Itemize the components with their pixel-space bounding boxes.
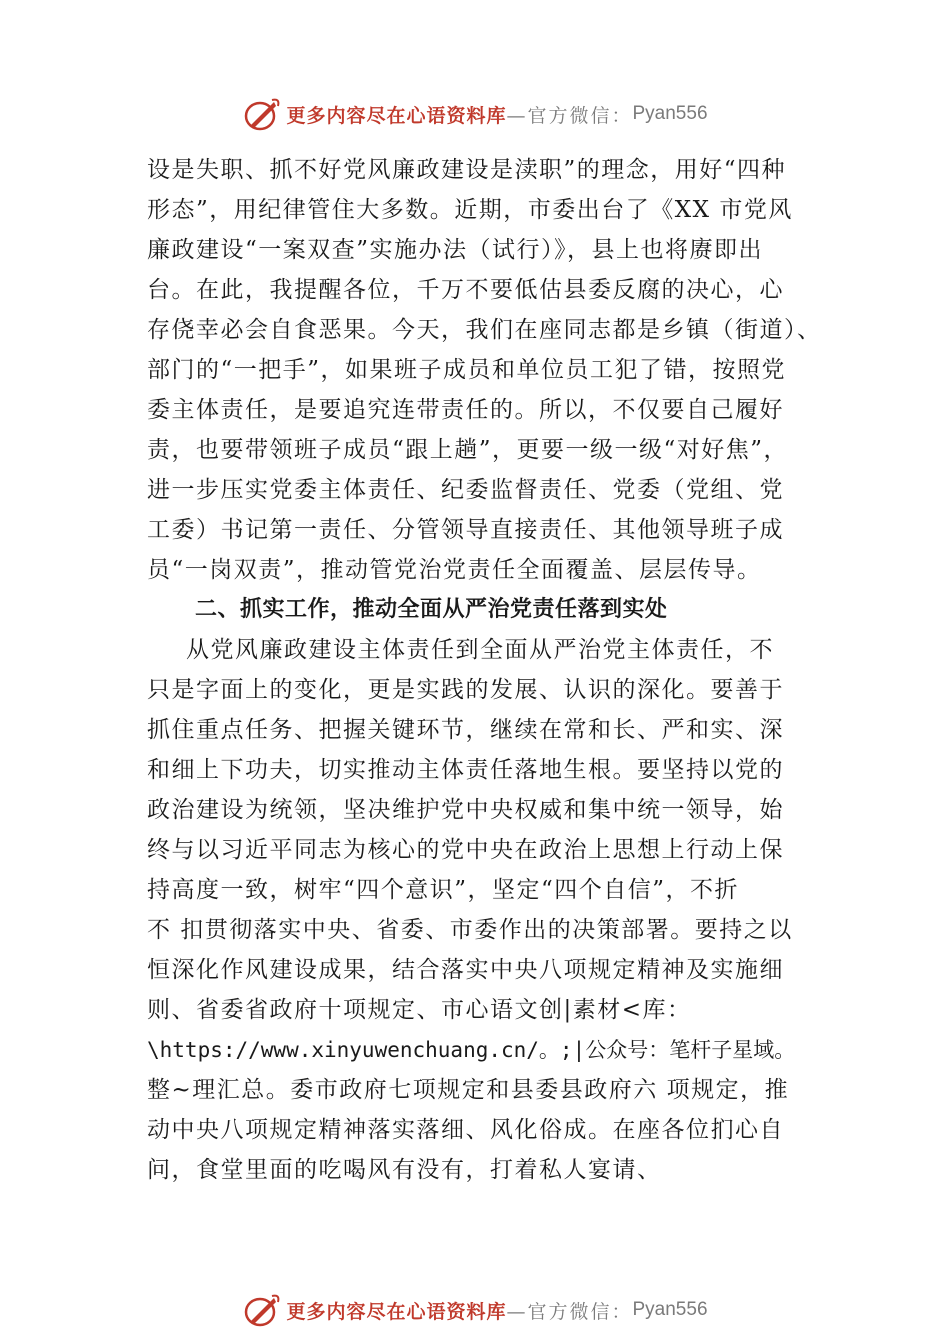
header-watermark (0, 94, 950, 134)
body-line: 政治建设为统领，坚决维护党中央权威和集中统一领导，始 (147, 797, 784, 823)
body-line: 委主体责任，是要追究连带责任的。所以，不仅要自己履好 (147, 397, 784, 423)
header-watermark-wechat-label: —官方微信： (506, 104, 633, 127)
body-line: 员“一岗双责”，推动管党治党责任全面覆盖、层层传导。 (147, 557, 762, 583)
body-line: 部门的“一把手”，如果班子成员和单位员工犯了错，按照党 (147, 357, 787, 383)
body-line: 终与以习近平同志为核心的党中央在政治上思想上行动上保 (147, 837, 784, 863)
footer-watermark-wechat-label: —官方微信： (506, 1300, 633, 1323)
body-line: 台。在此，我提醒各位，千万不要低估县委反腐的决心，心 (147, 277, 784, 303)
footer-watermark-wechat-id: Pyan556 (632, 1299, 708, 1320)
body-line: 存侥幸必会自食恶果。今天，我们在座同志都是乡镇（街道）、 (147, 317, 822, 343)
body-line: 工委）书记第一责任、分管领导直接责任、其他领导班子成 (147, 517, 784, 543)
body-line-url: \https://www.xinyuwenchuang.cn/。;|公众号：笔杆子星域。 (147, 1038, 796, 1062)
body-line: 设是失职、抓不好党风廉政建设是渎职”的理念，用好“四种 (147, 157, 787, 183)
section-heading: 二、抓实工作，推动全面从严治党责任落到实处 (195, 597, 668, 622)
body-line: 恒深化作风建设成果，结合落实中央八项规定精神及实施细 (147, 957, 784, 983)
body-line: 责，也要带领班子成员“跟上趟”，更要一级一级“对好焦”， (147, 437, 789, 463)
document-body (137, 150, 837, 1190)
body-line: 则、省委省政府十项规定、市心语文创|素材<库： (147, 997, 692, 1023)
header-watermark-title: 更多内容尽在心语资料库 (286, 104, 507, 127)
body-line: 形态”，用纪律管住大多数。近期，市委出台了《XX 市党风 (147, 197, 793, 223)
body-line: 进一步压实党委主体责任、纪委监督责任、党委（党组、党 (147, 477, 784, 503)
body-line: 不 扣贯彻落实中央、省委、市委作出的决策部署。要持之以 (147, 917, 793, 943)
footer-watermark-title: 更多内容尽在心语资料库 (286, 1300, 507, 1323)
body-line: 持高度一致，树牢“四个意识”，坚定“四个自信”，不折 (147, 877, 740, 903)
body-line: 抓住重点任务、把握关键环节，继续在常和长、严和实、深 (147, 717, 784, 743)
quill-pen-logo-icon (242, 1292, 282, 1328)
footer-watermark (0, 1290, 950, 1330)
body-line: 问，食堂里面的吃喝风有没有，打着私人宴请、 (147, 1157, 662, 1183)
body-line: 动中央八项规定精神落实落细、风化俗成。在座各位扪心自 (147, 1117, 784, 1143)
body-line: 从党风廉政建设主体责任到全面从严治党主体责任，不 (137, 637, 774, 663)
header-watermark-wechat-id: Pyan556 (632, 103, 708, 124)
quill-pen-logo-icon (242, 96, 282, 132)
body-line: 廉政建设“一案双查”实施办法（试行）》，县上也将赓即出 (147, 237, 764, 263)
body-line: 只是字面上的变化，更是实践的发展、认识的深化。要善于 (147, 677, 784, 703)
body-line: 整~理汇总。委市政府七项规定和县委县政府六 项规定，推 (147, 1077, 790, 1103)
body-line: 和细上下功夫，切实推动主体责任落地生根。要坚持以党的 (147, 757, 784, 783)
